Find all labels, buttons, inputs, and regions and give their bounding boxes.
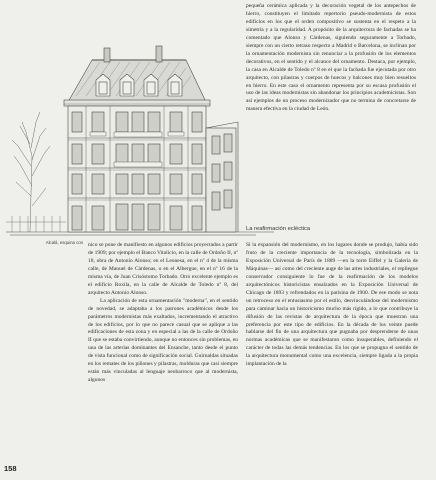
text-column-right-bottom [246, 242, 418, 369]
paragraph: Si la expansión del modernismo, en los lugares donde se produjo, había sido fruto de la creciente importancia de la tecnología, simbolizada en la Exposición Universal de París de 1889 —en la torre Eiffel y la Galería de Máquinas— así como del creciente auge de las artes industriales, el repliegue conservador consiguiente lo fue de la reafirmación de los modelos arquitectónicos historicistas ensalzados en la Exposición Universal de Chicago de 1893 y refrendados en la parisina de 1900. De ese modo se nota un retroceso en el entusiasmo por el estilo, desvinculándose del modernismo para caminar hacia un historicismo mucho más rígido, a lo que contribuye la difusión de las revistas de arquitectura de la época que muestran una preferencia por este tipo de edificios. En la década de los veinte puede hablarse del fin de una arquitectura que pugnaba por desprenderse de unas normas académicas que se manifestaron como insuperables, definiendo el carácter de todas las demás tendencias. En los que se propugna el sentido de la arquitectura monumental como una excelencia, siempre ligada a la propia implantación de la [246, 242, 418, 368]
building-sketch-icon [6, 36, 274, 236]
section-heading: La reafirmación ecléctica [246, 226, 311, 232]
page-number: 158 [4, 464, 17, 473]
paragraph: nico se pone de manifiesto en algunos edificios proyectados a partir de 1909; por ejemplo el Banco Vitalicio, en la calle de Ordoño II, nº 18, obra de Antonio Alonso; en el Leonesa, en el nº 4 de la misma calle, de Manuel de Cárdenas, o en el Albergue, en el nº 16 de la misma vía, de Juan Crisóstomo Torbado. Otro excelente ejemplo es el edificio Roxila, en la calle de Alcalde de Toledo nº 8, del arquitecto Antonio Alonso. [88, 242, 238, 296]
figure-caption: Alcalá, esquina con [45, 240, 83, 245]
paragraph: La aplicación de esta ornamentación "moderna", en el sentido de novedad, se adaptaba a los patrones académicos desde los parámetros modernistas más exaltados, incrementando el atractivo de los edificios, por lo que no parece casual que se aplique a las edificaciones de esta zona y en especial a las de la calle de Ordoño II que se estaba convirtiendo, aunque no entonces sin problemas, en una de las arterias dominantes del Ensanche, tanto desde el punto de vista funcional como de significación social. Guirnaldas situadas en los remates de los piñones y pilastras, molduras que casi siempre están más vinculadas al lenguaje neobarroco que al modernista, algunos [88, 297, 238, 384]
text-column-right-top [246, 3, 416, 114]
text-column-left [88, 242, 238, 385]
paragraph: pequeña cerámica aplicada y la decoración vegetal de los antepechos de hierro, constituyen el limitado repertorio pseudo-modernista de estos edificios en los que el orden compositivo se sustenta en el respeto a la simetría y a la regularidad. A propósito de la arquitectura de fachadas se ha comentado que Alonso y Cárdenas, siguiendo seguramente a Torbado, siempre con un cierto retraso respecto a Madrid o Barcelona, se inclinan por la ornamentación modernista sin renunciar a la profusión de los elementos decorativos, en el sentido y el alcance del ornamento. Destaca, por ejemplo, la casa en Alcalde de Toledo nº 8 en el que la fachada fue ejecutada por otro arquitecto, con pilastras y cuerpos de huecos y balcones muy bien resueltos en hierro. En este caso el ornamento representa por su escasa profusión el uso de las ideas modernistas sin abandonar los principios academicistas. Son así ejemplos de un proceso modernizador que no termina de concretarse de manera efectiva en la ciudad de León. [246, 3, 416, 113]
